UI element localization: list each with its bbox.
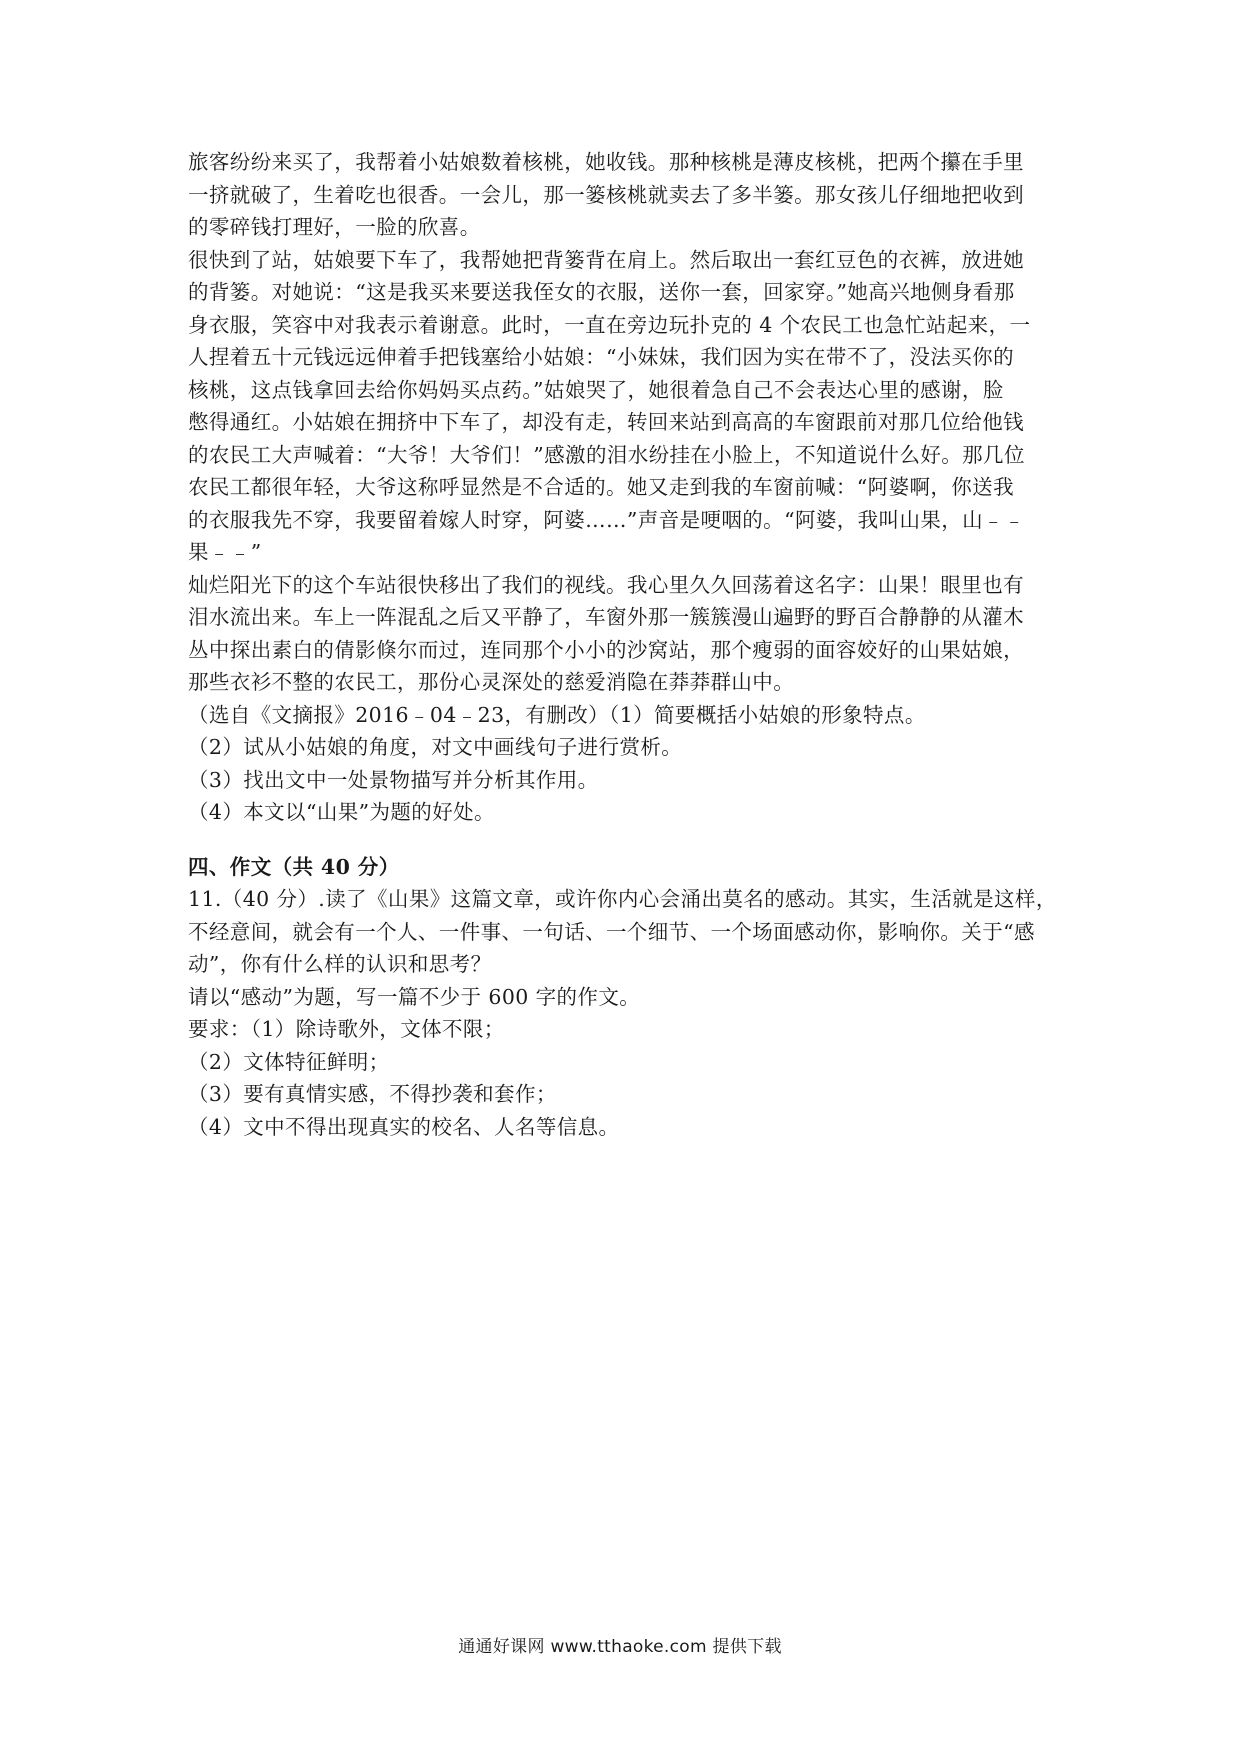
passage-line: 灿烂阳光下的这个车站很快移出了我们的视线。我心里久久回荡着这名字：山果！眼里也有 [188, 572, 1024, 597]
essay-requirement-line: 要求：（1）除诗歌外，文体不限； [188, 1017, 505, 1041]
passage-line: 核桃，这点钱拿回去给你妈妈买点药。”姑娘哭了，她很着急自己不会表达心里的感谢，脸 [188, 377, 1004, 402]
passage-line: 的零碎钱打理好，一脸的欣喜。 [188, 215, 481, 239]
essay-prompt-line: 请以“感动”为题，写一篇不少于 600 字的作文。 [188, 984, 641, 1009]
document-body [188, 146, 1058, 1143]
essay-prompt-line: 动”，你有什么样的认识和思考？ [188, 952, 492, 976]
passage [188, 146, 1058, 829]
page-footer: 通通好课网 www.tthaoke.com 提供下载 [458, 1637, 782, 1657]
passage-line: 旅客纷纷来买了，我帮着小姑娘数着核桃，她收钱。那种核桃是薄皮核桃，把两个攥在手里 [188, 150, 1024, 174]
passage-line: 那些衣衫不整的农民工，那份心灵深处的慈爱消隐在莽莽群山中。 [188, 670, 795, 694]
essay-requirement-line: （4）文中不得出现真实的校名、人名等信息。 [188, 1114, 620, 1139]
passage-line: 的农民工大声喊着：“大爷！大爷们！”感激的泪水纷挂在小脸上，不知道说什么好。那几位 [188, 442, 1025, 467]
passage-line: 果﹣﹣” [188, 540, 262, 564]
passage-line: 的衣服我先不穿，我要留着嫁人时穿，阿婆……”声音是哽咽的。“阿婆，我叫山果，山﹣﹣ [188, 507, 1025, 532]
question-line: （选自《文摘报》2016﹣04﹣23，有删改）（1）简要概括小姑娘的形象特点。 [188, 702, 926, 727]
passage-line: 的背篓。对她说：“这是我买来要送我侄女的衣服，送你一套，回家穿。”她高兴地侧身看那 [188, 280, 1015, 304]
passage-line: 很快到了站，姑娘要下车了，我帮她把背篓背在肩上。然后取出一套红豆色的衣裤，放进她 [188, 247, 1024, 272]
passage-line: 泪水流出来。车上一阵混乱之后又平静了，车窗外那一簇簇漫山遍野的野百合静静的从灌木 [188, 605, 1024, 629]
essay-prompt-line: 不经意间，就会有一个人、一件事、一句话、一个细节、一个场面感动你，影响你。关于“感 [188, 919, 1035, 944]
section-four [188, 851, 1058, 1144]
passage-line: 一挤就破了，生着吃也很香。一会儿，那一篓核桃就卖去了多半篓。那女孩儿仔细地把收到 [188, 182, 1024, 207]
passage-line: 身衣服，笑容中对我表示着谢意。此时，一直在旁边玩扑克的 4 个农民工也急忙站起来，一 [188, 312, 1031, 337]
essay-requirement-line: （2）文体特征鲜明； [188, 1049, 390, 1074]
passage-line: 农民工都很年轻，大爷这称呼显然是不合适的。她又走到我的车窗前喊：“阿婆啊，你送我 [188, 475, 1014, 499]
essay-requirement-line: （3）要有真情实感，不得抄袭和套作； [188, 1082, 557, 1106]
essay-prompt-line: 11.（40 分）.读了《山果》这篇文章，或许你内心会涌出莫名的感动。其实，生活就是这样， [188, 887, 1057, 911]
question-line: （3）找出文中一处景物描写并分析其作用。 [188, 767, 599, 792]
section-heading: 四、作文（共 40 分） [188, 854, 400, 879]
passage-line: 憋得通红。小姑娘在拥挤中下车了，却没有走，转回来站到高高的车窗跟前对那几位给他钱 [188, 410, 1024, 434]
passage-line: 人捏着五十元钱远远伸着手把钱塞给小姑娘：“小妹妹，我们因为实在带不了，没法买你的 [188, 345, 1014, 369]
question-line: （4）本文以“山果”为题的好处。 [188, 800, 495, 824]
passage-line: 丛中探出素白的倩影倏尔而过，连同那个小小的沙窝站，那个瘦弱的面容姣好的山果姑娘， [188, 637, 1024, 662]
question-line: （2）试从小姑娘的角度，对文中画线句子进行赏析。 [188, 735, 683, 759]
